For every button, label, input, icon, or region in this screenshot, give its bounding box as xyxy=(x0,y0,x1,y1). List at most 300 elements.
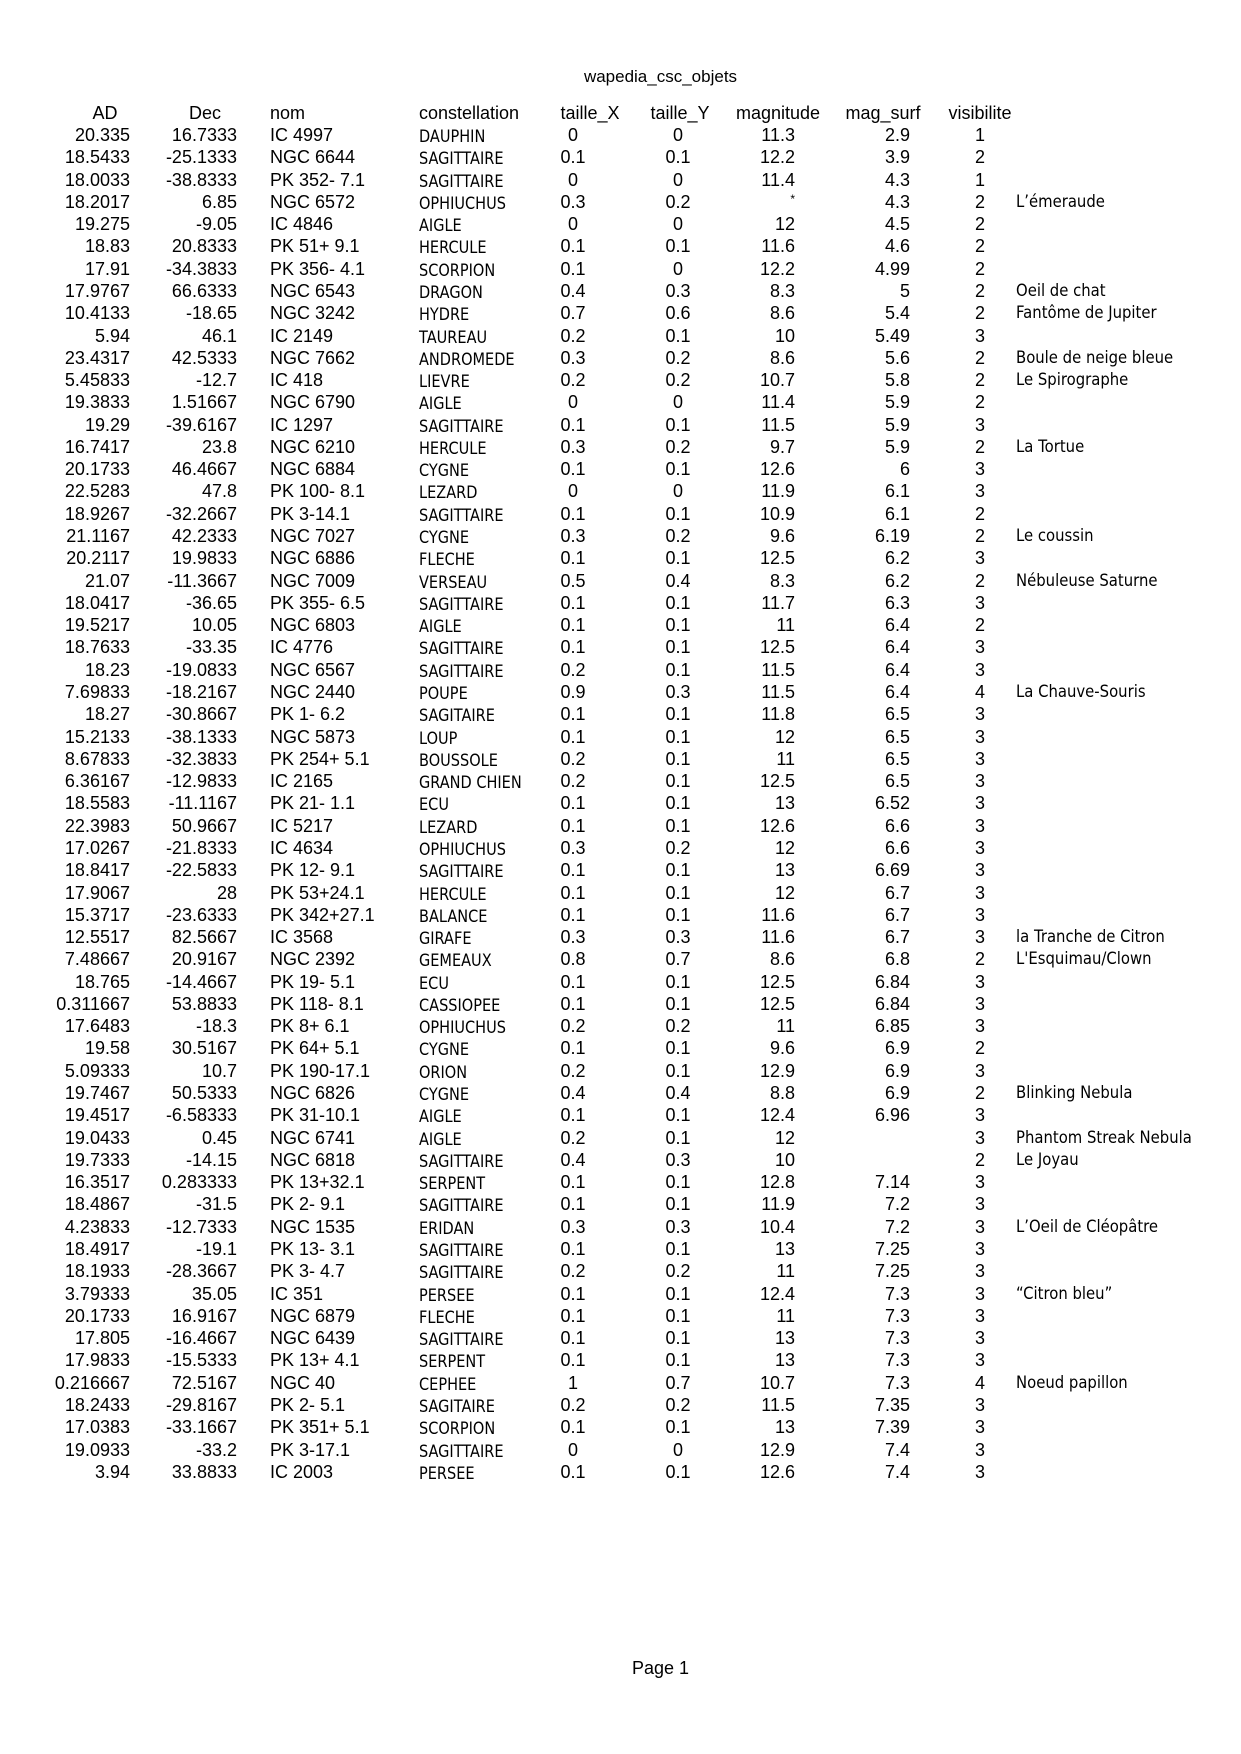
cell-constellation: SAGITTAIRE xyxy=(419,594,504,614)
cell-taille-x: 0.1 xyxy=(560,1305,586,1326)
cell-mag-surf: 5.4 xyxy=(884,303,910,324)
table-row xyxy=(0,637,1241,662)
cell-nom: NGC 6884 xyxy=(270,459,356,480)
cell-magnitude: 8.3 xyxy=(769,570,795,591)
cell-taille-y: 0.1 xyxy=(665,1305,691,1326)
cell-constellation: LEZARD xyxy=(419,483,478,503)
cell-dec: -12.7 xyxy=(195,370,237,391)
table-row xyxy=(0,504,1241,529)
cell-visibilite: 2 xyxy=(974,347,985,368)
cell-taille-x: 0.1 xyxy=(560,258,586,279)
cell-nom: PK 342+27.1 xyxy=(270,904,375,925)
cell-visibilite: 4 xyxy=(974,682,985,702)
cell-constellation: SAGITTAIRE xyxy=(419,171,504,191)
table-row xyxy=(0,170,1241,195)
cell-taille-x: 0.1 xyxy=(560,1417,586,1438)
cell-nom: PK 31-10.1 xyxy=(270,1105,361,1126)
cell-visibilite: 2 xyxy=(974,236,985,257)
table-row xyxy=(0,1016,1241,1041)
cell-taille-x: 0.1 xyxy=(560,503,586,524)
header-taille-y: taille_Y xyxy=(650,103,710,123)
cell-magnitude: 11.4 xyxy=(761,392,795,413)
table-row xyxy=(0,682,1241,707)
cell-taille-y: 0.2 xyxy=(665,370,691,391)
cell-taille-y: 0.1 xyxy=(665,503,691,524)
cell-nom: PK 2- 9.1 xyxy=(270,1194,346,1215)
cell-magnitude: 12.4 xyxy=(759,1283,795,1304)
cell-nom: PK 3-14.1 xyxy=(270,503,351,524)
table-row xyxy=(0,860,1241,885)
cell-taille-x: 0.1 xyxy=(560,904,586,925)
cell-visibilite: 3 xyxy=(974,592,985,613)
cell-taille-y: 0.3 xyxy=(665,1149,691,1170)
cell-mag-surf: 4.3 xyxy=(884,169,910,190)
cell-constellation: BOUSSOLE xyxy=(419,750,498,770)
cell-magnitude: 8.6 xyxy=(769,949,795,970)
cell-taille-x: 0.1 xyxy=(560,637,586,658)
cell-ad: 18.7633 xyxy=(64,637,130,658)
cell-taille-y: 0.1 xyxy=(665,1417,691,1438)
table-row xyxy=(0,281,1241,306)
cell-visibilite: 3 xyxy=(974,1328,985,1349)
cell-visibilite: 2 xyxy=(974,303,985,324)
table-row xyxy=(0,1150,1241,1175)
cell-dec: -12.9833 xyxy=(165,771,237,792)
cell-nom: NGC 6572 xyxy=(270,191,356,212)
cell-taille-y: 0.7 xyxy=(665,949,691,970)
header-nom: nom xyxy=(270,103,306,123)
cell-taille-y: 0.1 xyxy=(665,1060,691,1081)
cell-dec: -22.5833 xyxy=(165,860,237,881)
cell-ad: 19.0433 xyxy=(64,1127,130,1148)
cell-dec: 46.1 xyxy=(201,325,237,346)
cell-taille-y: 0 xyxy=(672,125,683,145)
cell-nom: PK 3-17.1 xyxy=(270,1439,351,1460)
cell-magnitude: 12 xyxy=(774,1127,795,1148)
cell-ad: 19.7333 xyxy=(64,1149,130,1170)
cell-visibilite: 3 xyxy=(974,993,985,1014)
table-row xyxy=(0,1239,1241,1264)
cell-dec: 53.8833 xyxy=(171,993,237,1014)
cell-ad: 15.3717 xyxy=(64,904,130,925)
cell-visibilite: 3 xyxy=(974,659,985,680)
cell-ad: 12.5517 xyxy=(64,927,130,948)
cell-mag-surf: 2.9 xyxy=(884,125,910,145)
cell-magnitude: 10.9 xyxy=(759,503,795,524)
cell-taille-x: 0.5 xyxy=(560,570,586,591)
cell-nom: NGC 7662 xyxy=(270,347,356,368)
cell-mag-surf: 6.2 xyxy=(884,548,910,569)
cell-nom: NGC 6803 xyxy=(270,615,356,636)
cell-ad: 19.7467 xyxy=(64,1083,130,1104)
cell-nom: IC 418 xyxy=(270,370,324,391)
table-row xyxy=(0,1128,1241,1153)
cell-ad: 18.27 xyxy=(84,704,130,725)
cell-ad: 10.4133 xyxy=(64,303,130,324)
cell-dec: -23.6333 xyxy=(165,904,237,925)
cell-ad: 18.0033 xyxy=(64,169,130,190)
cell-magnitude: 12.9 xyxy=(759,1060,795,1081)
cell-taille-y: 0 xyxy=(672,214,683,235)
cell-ad: 3.79333 xyxy=(64,1283,130,1304)
cell-common-name: Blinking Nebula xyxy=(1016,1083,1133,1103)
cell-nom: NGC 3242 xyxy=(270,303,356,324)
table-row xyxy=(0,1328,1241,1353)
cell-mag-surf: 6.19 xyxy=(874,526,910,547)
table-row xyxy=(0,125,1241,150)
cell-constellation: SAGITAIRE xyxy=(419,1396,495,1416)
cell-taille-x: 0.1 xyxy=(560,1350,586,1371)
table-row xyxy=(0,1306,1241,1331)
cell-constellation: ERIDAN xyxy=(419,1218,475,1238)
cell-magnitude: 11.5 xyxy=(761,414,795,435)
cell-ad: 18.23 xyxy=(84,659,130,680)
cell-visibilite: 3 xyxy=(974,1394,985,1415)
cell-mag-surf: 5.49 xyxy=(874,325,910,346)
cell-visibilite: 2 xyxy=(974,147,985,168)
cell-taille-y: 0 xyxy=(672,258,683,279)
cell-taille-x: 0 xyxy=(567,125,578,145)
cell-mag-surf: 6.5 xyxy=(884,704,910,725)
cell-magnitude: * xyxy=(790,191,795,206)
cell-magnitude: 12.5 xyxy=(759,993,795,1014)
cell-constellation: AIGLE xyxy=(419,216,462,236)
cell-constellation: OPHIUCHUS xyxy=(419,839,506,859)
cell-mag-surf: 3.9 xyxy=(884,147,910,168)
cell-mag-surf: 6.4 xyxy=(884,682,910,702)
cell-mag-surf: 6 xyxy=(899,459,910,480)
cell-mag-surf: 6.84 xyxy=(874,993,910,1014)
cell-constellation: SCORPION xyxy=(419,1419,496,1439)
cell-nom: PK 190-17.1 xyxy=(270,1060,371,1081)
table-row xyxy=(0,660,1241,685)
cell-ad: 7.69833 xyxy=(64,682,130,702)
cell-visibilite: 2 xyxy=(974,258,985,279)
cell-taille-y: 0.1 xyxy=(665,860,691,881)
cell-visibilite: 3 xyxy=(974,726,985,747)
cell-taille-y: 0.1 xyxy=(665,771,691,792)
cell-mag-surf: 5.9 xyxy=(884,392,910,413)
cell-magnitude: 12 xyxy=(774,882,795,903)
cell-mag-surf: 7.39 xyxy=(874,1417,910,1438)
cell-dec: -31.5 xyxy=(195,1194,237,1215)
cell-nom: NGC 6818 xyxy=(270,1149,356,1170)
cell-taille-y: 0.4 xyxy=(665,1083,691,1104)
cell-taille-x: 0.1 xyxy=(560,1283,586,1304)
table-row xyxy=(0,949,1241,974)
cell-mag-surf: 7.3 xyxy=(884,1350,910,1371)
cell-visibilite: 4 xyxy=(974,1372,985,1393)
cell-mag-surf: 6.3 xyxy=(884,592,910,613)
cell-magnitude: 11.3 xyxy=(761,125,795,145)
cell-taille-y: 0.1 xyxy=(665,793,691,814)
cell-taille-x: 0.9 xyxy=(560,682,586,702)
cell-magnitude: 8.6 xyxy=(769,303,795,324)
cell-dec: -34.3833 xyxy=(165,258,237,279)
cell-ad: 5.09333 xyxy=(64,1060,130,1081)
cell-constellation: HERCULE xyxy=(419,438,487,458)
cell-mag-surf: 6.1 xyxy=(884,481,910,502)
table-row xyxy=(0,303,1241,328)
cell-taille-x: 0.1 xyxy=(560,1461,586,1482)
cell-common-name: Le Spirographe xyxy=(1016,370,1129,390)
cell-taille-y: 0.1 xyxy=(665,1239,691,1259)
cell-visibilite: 2 xyxy=(974,949,985,970)
cell-taille-y: 0.1 xyxy=(665,325,691,346)
cell-constellation: VERSEAU xyxy=(419,572,488,592)
cell-visibilite: 3 xyxy=(974,1127,985,1148)
cell-dec: -33.2 xyxy=(195,1439,237,1460)
cell-taille-y: 0.2 xyxy=(665,526,691,547)
cell-taille-x: 0.1 xyxy=(560,1328,586,1349)
cell-nom: NGC 6567 xyxy=(270,659,356,680)
cell-ad: 5.45833 xyxy=(64,370,130,391)
cell-constellation: AIGLE xyxy=(419,1129,462,1149)
cell-taille-x: 0.2 xyxy=(560,1016,586,1037)
cell-visibilite: 3 xyxy=(974,748,985,769)
cell-ad: 18.2433 xyxy=(64,1394,130,1415)
cell-taille-y: 0.2 xyxy=(665,1261,691,1282)
cell-taille-x: 0 xyxy=(567,1439,578,1460)
cell-mag-surf: 4.6 xyxy=(884,236,910,257)
cell-ad: 21.07 xyxy=(84,570,130,591)
cell-dec: -18.3 xyxy=(195,1016,237,1037)
cell-dec: 66.6333 xyxy=(171,280,237,301)
cell-common-name: Fantôme de Jupiter xyxy=(1016,303,1157,323)
cell-common-name: L'Esquimau/Clown xyxy=(1016,949,1152,969)
cell-constellation: HERCULE xyxy=(419,884,487,904)
cell-nom: NGC 6644 xyxy=(270,147,356,168)
cell-common-name: Le Joyau xyxy=(1016,1149,1079,1169)
cell-ad: 20.335 xyxy=(74,125,130,145)
cell-taille-x: 0 xyxy=(567,169,578,190)
table-row xyxy=(0,1194,1241,1219)
table-row xyxy=(0,1395,1241,1420)
cell-visibilite: 3 xyxy=(974,1016,985,1037)
cell-visibilite: 3 xyxy=(974,1417,985,1438)
cell-ad: 17.0267 xyxy=(64,837,130,858)
cell-taille-y: 0.1 xyxy=(665,904,691,925)
cell-magnitude: 12.6 xyxy=(759,815,795,836)
cell-taille-x: 0.4 xyxy=(560,280,586,301)
table-row xyxy=(0,392,1241,417)
cell-magnitude: 8.8 xyxy=(769,1083,795,1104)
cell-mag-surf: 6.6 xyxy=(884,837,910,858)
cell-ad: 18.5433 xyxy=(64,147,130,168)
cell-nom: PK 51+ 9.1 xyxy=(270,236,360,257)
cell-ad: 17.9067 xyxy=(64,882,130,903)
cell-mag-surf: 6.4 xyxy=(884,637,910,658)
cell-nom: PK 100- 8.1 xyxy=(270,481,366,502)
table-row xyxy=(0,236,1241,261)
cell-ad: 5.94 xyxy=(94,325,130,346)
cell-taille-x: 1 xyxy=(567,1372,578,1393)
cell-dec: 47.8 xyxy=(201,481,237,502)
cell-mag-surf: 6.7 xyxy=(884,904,910,925)
header-dec: Dec xyxy=(188,103,221,123)
cell-magnitude: 11.6 xyxy=(761,927,795,948)
cell-ad: 17.6483 xyxy=(64,1016,130,1037)
cell-constellation: CEPHEE xyxy=(419,1374,477,1394)
cell-visibilite: 2 xyxy=(974,570,985,591)
cell-taille-y: 0 xyxy=(672,1439,683,1460)
cell-constellation: SAGITTAIRE xyxy=(419,149,504,169)
table-row xyxy=(0,259,1241,284)
cell-dec: 10.7 xyxy=(201,1060,237,1081)
table-row xyxy=(0,838,1241,863)
cell-constellation: CASSIOPEE xyxy=(419,995,501,1015)
cell-dec: 72.5167 xyxy=(171,1372,237,1393)
cell-magnitude: 12.5 xyxy=(759,971,795,992)
cell-ad: 4.23833 xyxy=(64,1216,130,1237)
cell-taille-y: 0.1 xyxy=(665,815,691,836)
header-ad: AD xyxy=(92,103,118,123)
cell-taille-x: 0.2 xyxy=(560,325,586,346)
cell-nom: PK 355- 6.5 xyxy=(270,592,366,613)
cell-nom: PK 352- 7.1 xyxy=(270,169,366,190)
cell-visibilite: 3 xyxy=(974,1216,985,1237)
cell-common-name: Noeud papillon xyxy=(1016,1372,1128,1392)
cell-mag-surf: 6.7 xyxy=(884,882,910,903)
cell-taille-x: 0.1 xyxy=(560,815,586,836)
cell-dec: 16.7333 xyxy=(171,125,237,145)
cell-visibilite: 2 xyxy=(974,280,985,301)
cell-visibilite: 2 xyxy=(974,436,985,457)
cell-ad: 18.9267 xyxy=(64,503,130,524)
cell-dec: 0.283333 xyxy=(161,1172,237,1193)
cell-taille-x: 0.2 xyxy=(560,659,586,680)
cell-ad: 0.311667 xyxy=(56,993,130,1014)
cell-constellation: TAUREAU xyxy=(419,327,488,347)
cell-constellation: SERPENT xyxy=(419,1352,486,1372)
cell-dec: 28 xyxy=(216,882,237,903)
cell-dec: -39.6167 xyxy=(165,414,237,435)
cell-dec: 23.8 xyxy=(201,436,237,457)
cell-taille-y: 0.2 xyxy=(665,436,691,457)
cell-nom: NGC 6439 xyxy=(270,1328,356,1349)
cell-magnitude: 13 xyxy=(774,1417,795,1438)
cell-nom: PK 118- 8.1 xyxy=(270,993,364,1014)
cell-magnitude: 10 xyxy=(774,325,795,346)
cell-constellation: CYGNE xyxy=(419,528,470,548)
cell-dec: -36.65 xyxy=(185,592,237,613)
cell-ad: 21.1167 xyxy=(66,526,130,547)
cell-common-name: Nébuleuse Saturne xyxy=(1016,570,1158,590)
cell-mag-surf: 7.14 xyxy=(874,1172,910,1193)
cell-nom: IC 4997 xyxy=(270,125,334,145)
cell-mag-surf: 6.1 xyxy=(884,503,910,524)
cell-mag-surf: 6.5 xyxy=(884,748,910,769)
cell-taille-y: 0.1 xyxy=(665,459,691,480)
cell-visibilite: 3 xyxy=(974,1305,985,1326)
cell-magnitude: 8.3 xyxy=(769,280,795,301)
cell-nom: PK 8+ 6.1 xyxy=(270,1016,350,1037)
cell-common-name: Phantom Streak Nebula xyxy=(1016,1127,1192,1147)
cell-constellation: SAGITTAIRE xyxy=(419,1196,504,1216)
cell-constellation: SAGITTAIRE xyxy=(419,1263,504,1283)
cell-visibilite: 3 xyxy=(974,1439,985,1460)
table-header-row xyxy=(0,103,1241,128)
cell-taille-y: 0.3 xyxy=(665,682,691,702)
cell-dec: 10.05 xyxy=(191,615,237,636)
cell-dec: -18.2167 xyxy=(165,682,237,702)
table-row xyxy=(0,905,1241,930)
header-mag-surf: mag_surf xyxy=(845,103,921,123)
table-row xyxy=(0,437,1241,462)
cell-taille-x: 0.1 xyxy=(560,1172,586,1193)
cell-mag-surf: 5.9 xyxy=(884,414,910,435)
cell-ad: 19.4517 xyxy=(64,1105,130,1126)
table-row xyxy=(0,1172,1241,1197)
cell-magnitude: 11.5 xyxy=(761,682,795,702)
cell-taille-x: 0.1 xyxy=(560,1105,586,1126)
cell-ad: 20.1733 xyxy=(64,1305,130,1326)
cell-mag-surf: 6.8 xyxy=(884,949,910,970)
cell-ad: 19.58 xyxy=(84,1038,130,1059)
cell-magnitude: 12.2 xyxy=(759,258,795,279)
cell-visibilite: 3 xyxy=(974,837,985,858)
cell-taille-x: 0.1 xyxy=(560,236,586,257)
cell-common-name: Oeil de chat xyxy=(1016,280,1106,300)
cell-taille-y: 0.3 xyxy=(665,1216,691,1237)
cell-taille-y: 0 xyxy=(672,169,683,190)
cell-nom: IC 4776 xyxy=(270,637,334,658)
cell-nom: NGC 6741 xyxy=(270,1127,356,1148)
cell-taille-y: 0.1 xyxy=(665,659,691,680)
table-row xyxy=(0,214,1241,239)
cell-visibilite: 2 xyxy=(974,1083,985,1104)
cell-ad: 19.5217 xyxy=(64,615,130,636)
cell-taille-y: 0.1 xyxy=(665,1328,691,1349)
table-row xyxy=(0,1038,1241,1063)
cell-magnitude: 11.9 xyxy=(761,1194,795,1215)
cell-taille-y: 0.1 xyxy=(665,704,691,725)
cell-dec: -11.1167 xyxy=(168,793,237,814)
cell-mag-surf: 6.52 xyxy=(874,793,910,814)
cell-taille-y: 0.2 xyxy=(665,837,691,858)
cell-ad: 22.5283 xyxy=(64,481,130,502)
table-row xyxy=(0,415,1241,440)
cell-constellation: OPHIUCHUS xyxy=(419,1018,506,1038)
cell-ad: 18.2017 xyxy=(64,191,130,212)
cell-taille-x: 0.2 xyxy=(560,1060,586,1081)
cell-constellation: PERSEE xyxy=(419,1463,475,1483)
cell-visibilite: 3 xyxy=(974,1194,985,1215)
cell-mag-surf: 4.3 xyxy=(884,191,910,212)
cell-taille-x: 0.3 xyxy=(560,927,586,948)
cell-dec: -32.3833 xyxy=(165,748,237,769)
cell-ad: 18.1933 xyxy=(64,1261,130,1282)
cell-dec: 82.5667 xyxy=(171,927,237,948)
cell-magnitude: 12.5 xyxy=(759,637,795,658)
cell-constellation: ECU xyxy=(419,795,449,815)
cell-visibilite: 3 xyxy=(974,1350,985,1371)
cell-constellation: LOUP xyxy=(419,728,458,748)
cell-visibilite: 2 xyxy=(974,370,985,391)
cell-constellation: DAUPHIN xyxy=(419,127,486,146)
cell-taille-x: 0.7 xyxy=(560,303,586,324)
table-row xyxy=(0,927,1241,952)
cell-constellation: SAGITTAIRE xyxy=(419,1441,504,1461)
cell-ad: 17.9767 xyxy=(64,280,130,301)
cell-taille-x: 0.1 xyxy=(560,1239,586,1259)
cell-taille-x: 0.1 xyxy=(560,726,586,747)
cell-dec: -11.3667 xyxy=(167,570,237,591)
cell-ad: 18.765 xyxy=(74,971,130,992)
cell-visibilite: 3 xyxy=(974,860,985,881)
cell-ad: 0.216667 xyxy=(54,1372,130,1393)
cell-magnitude: 11.6 xyxy=(761,236,795,257)
